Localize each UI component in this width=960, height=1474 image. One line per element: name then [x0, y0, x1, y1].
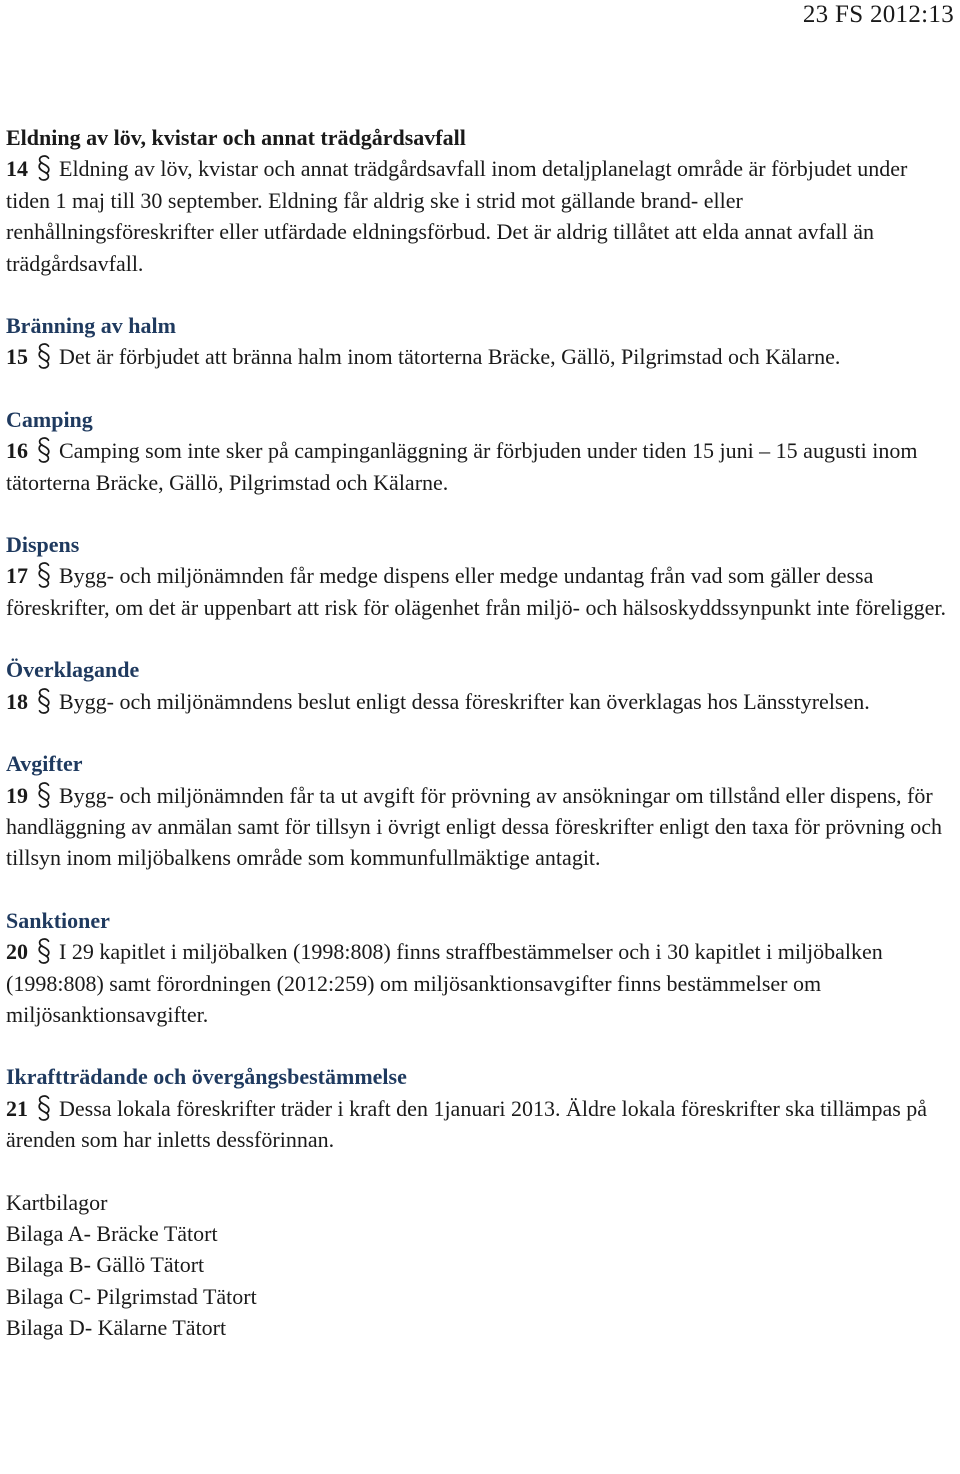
section-number: 16	[6, 438, 28, 464]
section-19	[6, 748, 946, 874]
section-sign-icon	[35, 343, 53, 369]
section-paragraph	[6, 153, 946, 279]
section-text: Bygg- och miljönämndens beslut enligt dessa föreskrifter kan överklagas hos Länsstyrelsen.	[59, 688, 870, 714]
section-text: Camping som inte sker på campinganläggning är förbjuden under tiden 15 juni – 15 augusti inom tätorterna Bräcke, Gällö, Pilgrimstad och Kälarne.	[6, 438, 918, 495]
section-15	[6, 310, 946, 373]
section-number: 17	[6, 563, 28, 589]
section-number: 14	[6, 156, 28, 182]
section-heading: Bränning av halm	[6, 313, 176, 339]
section-sign-icon	[35, 562, 53, 588]
section-heading: Överklagande	[6, 657, 140, 683]
section-21	[6, 1061, 946, 1155]
document-body	[6, 122, 946, 1344]
section-paragraph	[6, 1093, 946, 1156]
section-paragraph	[6, 435, 946, 498]
section-sign-icon	[35, 155, 53, 181]
section-20	[6, 905, 946, 1031]
section-paragraph	[6, 936, 946, 1030]
attachment-item: Bilaga D- Kälarne Tätort	[6, 1315, 227, 1341]
section-17	[6, 529, 946, 623]
section-heading: Avgifter	[6, 751, 83, 777]
section-text: Bygg- och miljönämnden får ta ut avgift för prövning av ansökningar om tillstånd eller dispens, för handläggning av anmälan samt för tillsyn i övrigt enligt dessa föreskrifter enligt den taxa för prövning och tillsyn inom miljöbalkens område som kommunfullmäktige antagit.	[6, 782, 942, 871]
section-paragraph	[6, 686, 946, 717]
section-heading: Eldning av löv, kvistar och annat trädgårdsavfall	[6, 125, 466, 150]
section-sign-icon	[35, 938, 53, 964]
section-text: I 29 kapitlet i miljöbalken (1998:808) finns straffbestämmelser och i 30 kapitlet i miljöbalken (1998:808) samt förordningen (2012:259) om miljösanktionsavgifter finns bestämmelser om miljösanktionsavgifter.	[6, 939, 883, 1027]
section-text: Det är förbjudet att bränna halm inom tätorterna Bräcke, Gällö, Pilgrimstad och Kälarne.	[59, 344, 841, 370]
section-sign-icon	[35, 437, 53, 463]
section-heading: Sanktioner	[6, 907, 110, 933]
section-number: 15	[6, 344, 28, 370]
map-attachments	[6, 1187, 946, 1344]
section-number: 19	[6, 782, 28, 808]
section-number: 21	[6, 1095, 28, 1121]
section-sign-icon	[35, 688, 53, 714]
section-16	[6, 404, 946, 498]
attachment-item: Bilaga A- Bräcke Tätort	[6, 1220, 218, 1246]
section-heading: Ikraftträdande och övergångsbestämmelse	[6, 1064, 407, 1090]
section-text: Dessa lokala föreskrifter träder i kraft den 1januari 2013. Äldre lokala föreskrifter ska tillämpas på ärenden som har inletts dessförinnan.	[6, 1095, 928, 1153]
attachment-item: Bilaga B- Gällö Tätort	[6, 1252, 205, 1278]
section-sign-icon	[35, 782, 53, 808]
attachments-title: Kartbilagor	[6, 1189, 108, 1215]
section-heading: Camping	[6, 406, 93, 432]
page-reference: 23 FS 2012:13	[802, 1, 954, 28]
section-14	[6, 122, 946, 279]
section-text: Eldning av löv, kvistar och annat trädgårdsavfall inom detaljplanelagt område är förbjudet under tiden 1 maj till 30 september. Eldning får aldrig ske i strid mot gällande brand- eller renhållningsföreskrifter eller utfärdade eldningsförbud. Det är aldrig tillåtet att elda annat avfall än trädgårdsavfall.	[6, 156, 908, 276]
attachment-item: Bilaga C- Pilgrimstad Tätort	[6, 1283, 257, 1309]
section-paragraph	[6, 341, 946, 372]
section-sign-icon	[35, 1095, 53, 1121]
section-number: 18	[6, 688, 28, 714]
section-18	[6, 654, 946, 717]
section-text: Bygg- och miljönämnden får medge dispens eller medge undantag från vad som gäller dessa föreskrifter, om det är uppenbart att risk för olägenhet från miljö- och hälsoskyddssynpunkt inte föreligger.	[6, 563, 946, 620]
section-heading: Dispens	[6, 532, 80, 558]
section-paragraph	[6, 560, 946, 623]
section-number: 20	[6, 939, 28, 965]
section-paragraph	[6, 780, 946, 874]
